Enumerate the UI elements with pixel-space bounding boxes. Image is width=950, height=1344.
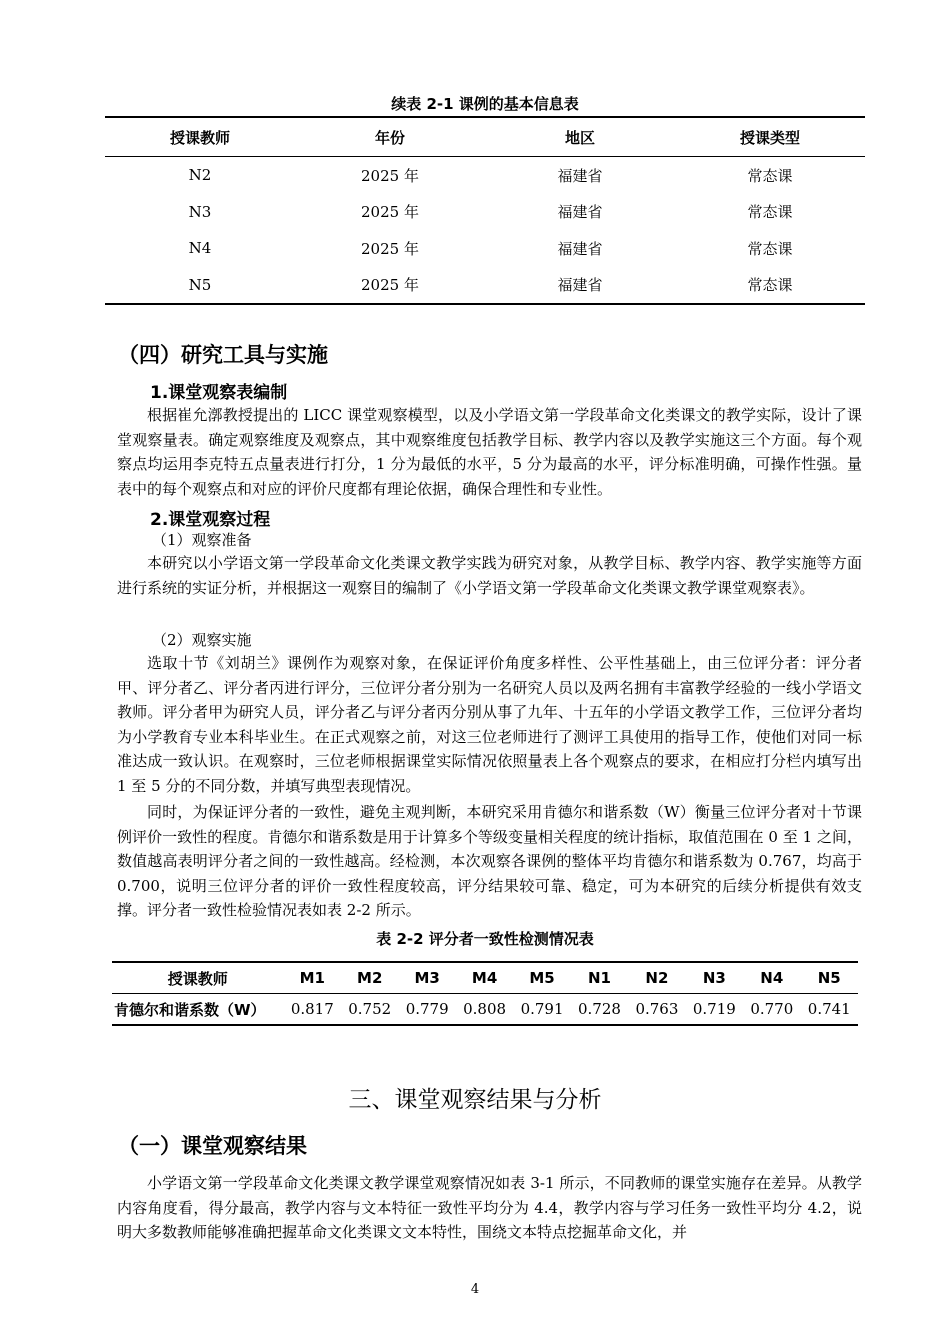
table-cell: N5 (188, 275, 212, 294)
table-cell: 福建省 (557, 239, 603, 258)
table-row (112, 994, 858, 1026)
column-header: 年份 (295, 117, 485, 157)
column-header: N5 (801, 962, 858, 994)
column-header: N4 (743, 962, 800, 994)
table-cell: 0.791 (520, 1000, 564, 1018)
table-row (105, 157, 865, 194)
table-cell: 0.817 (290, 1000, 334, 1018)
table-header-row (105, 117, 865, 157)
table-cell: 0.808 (463, 1000, 507, 1018)
column-header: 授课类型 (675, 117, 865, 157)
table-row (105, 267, 865, 305)
column-header: 授课教师 (112, 962, 284, 994)
table-2-2 (112, 961, 858, 1026)
page-number: 4 (470, 1282, 480, 1297)
subsection-heading: 1.课堂观察表编制 (150, 383, 288, 403)
table-cell: 2025 年 (361, 166, 419, 185)
table-cell: 0.719 (692, 1000, 736, 1018)
paragraph: 选取十节《刘胡兰》课例作为观察对象，在保证评价角度多样性、公平性基础上，由三位评分者：评分者甲、评分者乙、评分者丙进行评分，三位评分者分别为一名研究人员以及两名拥有丰富教学经验的一线小学语文教师。评分者甲为研究人员，评分者乙与评分者丙分别从事了九年、十五年的小学语文教学工作，三位评分者均为小学教育专业本科毕业生。在正式观察之前，对这三位老师进行了测评工具使用的指导工作，使他们对同一标准达成一致认识。在观察时，三位老师根据课堂实际情况依照量表上各个观察点的要求，在相应打分栏内填写出 1 至 5 分的不同分数，并填写典型表现情况。 (117, 654, 862, 795)
table-cell: 2025 年 (361, 276, 419, 295)
column-header: N2 (628, 962, 685, 994)
chapter-heading: 三、课堂观察结果与分析 (348, 1087, 602, 1113)
row-label: 肯德尔和谐系数（W） (114, 1000, 266, 1019)
column-header: N3 (686, 962, 743, 994)
table-2-1 (105, 116, 865, 305)
paragraph: 根据崔允漷教授提出的 LICC 课堂观察模型，以及小学语文第一学段革命文化类课文的教学实际，设计了课堂观察量表。确定观察维度及观察点，其中观察维度包括教学目标、教学内容以及教学实施这三个方面。每个观察点均运用李克特五点量表进行打分，1 分为最低的水平，5 分为最高的水平，评分标准明确，可操作性强。量表中的每个观察点和对应的评价尺度都有理论依据，确保合理性和专业性。 (117, 406, 862, 498)
table-cell: 2025 年 (361, 239, 419, 258)
table-cell: 福建省 (557, 166, 603, 185)
table-cell: 福建省 (557, 203, 603, 222)
column-header: M4 (456, 962, 513, 994)
table-cell: 常态课 (747, 239, 793, 258)
table-2-2-caption: 表 2-2 评分者一致性检测情况表 (376, 930, 594, 948)
table-cell: 常态课 (747, 203, 793, 222)
table-cell: 0.741 (807, 1000, 851, 1018)
column-header: 地区 (485, 117, 675, 157)
column-header: M3 (398, 962, 455, 994)
table-row (105, 230, 865, 267)
subsection-heading: 2.课堂观察过程 (150, 510, 271, 530)
section-heading: （一）课堂观察结果 (118, 1134, 307, 1158)
column-header: N1 (571, 962, 628, 994)
table-cell: 常态课 (747, 166, 793, 185)
sub-subsection-heading: （1）观察准备 (152, 531, 252, 549)
table-row (105, 194, 865, 231)
table-cell: 2025 年 (361, 203, 419, 222)
section-heading: （四）研究工具与实施 (118, 343, 328, 367)
table-cell: N2 (188, 166, 212, 185)
paragraph: 小学语文第一学段革命文化类课文教学课堂观察情况如表 3-1 所示，不同教师的课堂实施存在差异。从教学内容角度看，得分最高，教学内容与文本特征一致性平均分为 4.4，教学内容与学习任务一致性平均分 4.2，说明大多数教师能够准确把握革命文化类课文文本特性，围绕文本特点挖掘革命文化，并 (117, 1174, 862, 1241)
table-cell: 福建省 (557, 276, 603, 295)
column-header: M2 (341, 962, 398, 994)
table-cell: 0.770 (750, 1000, 794, 1018)
column-header: M5 (513, 962, 570, 994)
table-cell: 0.779 (405, 1000, 449, 1018)
table-header-row (112, 962, 858, 994)
column-header: 授课教师 (105, 117, 295, 157)
sub-subsection-heading: （2）观察实施 (152, 631, 252, 649)
table-2-1-caption: 续表 2-1 课例的基本信息表 (391, 95, 579, 113)
paragraph: 同时，为保证评分者的一致性，避免主观判断，本研究采用肯德尔和谐系数（W）衡量三位评分者对十节课例评价一致性的程度。肯德尔和谐系数是用于计算多个等级变量相关程度的统计指标，取值范围在 0 至 1 之间，数值越高表明评分者之间的一致性越高。经检测，本次观察各课例的整体平均肯德尔和谐系数为 0.767，均高于 0.700，说明三位评分者的评价一致性程度较高，评分结果较可靠、稳定，可为本研究的后续分析提供有效支撑。评分者一致性检验情况表如表 2-2 所示。 (117, 803, 862, 919)
paragraph: 本研究以小学语文第一学段革命文化类课文教学实践为研究对象，从教学目标、教学内容、教学实施等方面进行系统的实证分析，并根据这一观察目的编制了《小学语文第一学段革命文化类课文教学课堂观察表》。 (117, 554, 862, 597)
table-cell: 0.763 (635, 1000, 679, 1018)
table-cell: 0.728 (578, 1000, 621, 1018)
table-cell: 常态课 (747, 276, 793, 295)
column-header: M1 (284, 962, 341, 994)
table-cell: 0.752 (348, 1000, 392, 1018)
table-cell: N3 (188, 202, 212, 221)
table-cell: N4 (188, 239, 212, 258)
